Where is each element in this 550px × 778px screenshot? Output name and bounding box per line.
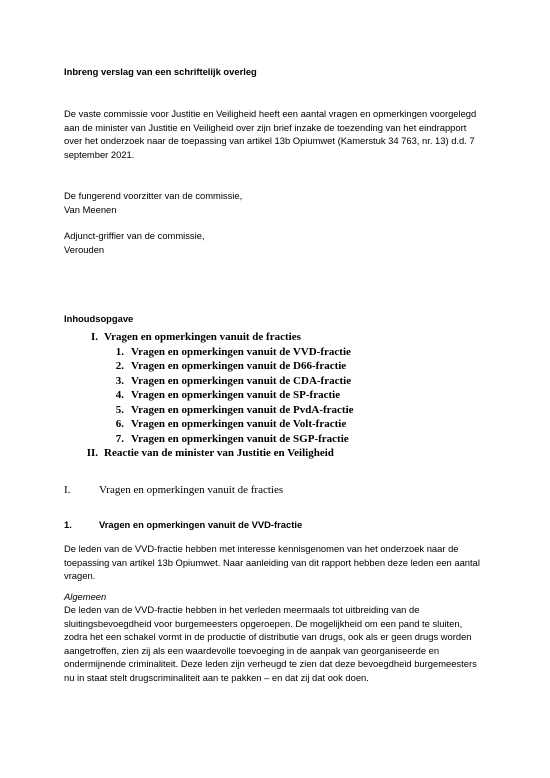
toc-section-num: II. (86, 447, 98, 459)
toc-section-label: Vragen en opmerkingen vanuit de fracties (104, 331, 301, 343)
toc-item-label: Vragen en opmerkingen vanuit de SP-fractie (131, 389, 341, 401)
algemeen-label: Algemeen (64, 591, 107, 602)
toc-item-num: 4. (115, 389, 124, 401)
intro-paragraph (64, 107, 476, 161)
toc-item-label: Vragen en opmerkingen vanuit de SGP-fractie (131, 432, 349, 445)
intro-line: aan de minister van Justitie en Veiligheid over zijn brief inzake de toezending van het eindrapport (64, 121, 467, 133)
paragraph-vvd-intro (64, 542, 480, 583)
paragraph-line: vragen. (64, 570, 96, 582)
chair-role: De fungerend voorzitter van de commissie, (64, 190, 243, 201)
document-heading: Inbreng verslag van een schriftelijk overleg (64, 66, 257, 77)
toc-item-num: 5. (115, 403, 124, 416)
toc-section-1 (82, 331, 301, 344)
toc-item-num: 3. (115, 374, 124, 387)
toc-item (110, 389, 340, 402)
subsection-num: 1. (64, 519, 72, 530)
section-1-heading (64, 484, 284, 497)
paragraph-line: aangetroffen, zien zij als een waardevolle toevoeging in de aanpak van georganiseerde en (64, 644, 440, 656)
toc-item (110, 346, 351, 359)
subsection-1-heading (64, 518, 303, 532)
section-num: I. (64, 484, 71, 496)
section-title: Vragen en opmerkingen vanuit de fracties (99, 484, 284, 496)
intro-line: over het onderzoek naar de toepassing van artikel 13b Opiumwet (Kamerstuk 34 763, nr. 13) d.d. 7 (64, 135, 475, 147)
toc-section-num: I. (90, 331, 98, 343)
chair-name: Van Meenen (64, 203, 117, 215)
toc-item (110, 375, 351, 388)
toc-item-num: 6. (115, 418, 124, 430)
intro-line: De vaste commissie voor Justitie en Veiligheid heeft een aantal vragen en opmerkingen voorgelegd (64, 108, 477, 119)
paragraph-line: nu in staat stelt drugscriminaliteit aan te pakken – en dat zij dat ook doen. (64, 671, 369, 683)
clerk-name: Verouden (64, 243, 105, 255)
toc-item-num: 2. (115, 360, 124, 372)
toc-section-label: Reactie van de minister van Justitie en Veiligheid (104, 447, 334, 459)
paragraph-line: ondermijnende criminaliteit. Deze leden zijn verheugd te zien dat deze bevoegdheid burgemeesters (64, 658, 477, 670)
paragraph-line: toepassing van artikel 13b Opiumwet. Naar aanleiding van dit rapport hebben deze leden een aantal (64, 556, 480, 568)
paragraph-line: zodra het een schakel vormt in de productie of distributie van drugs, ook als er geen drugs worden (64, 631, 472, 643)
toc-item-num: 7. (115, 432, 124, 445)
toc-item (110, 433, 349, 446)
toc-item (110, 404, 354, 417)
toc-section-2 (82, 447, 334, 460)
toc-item-label: Vragen en opmerkingen vanuit de CDA-fractie (131, 374, 352, 387)
clerk-role: Adjunct-griffier van de commissie, (64, 230, 205, 241)
toc-title: Inhoudsopgave (64, 313, 134, 324)
toc-item-label: Vragen en opmerkingen vanuit de PvdA-fractie (131, 403, 354, 416)
toc-item-label: Vragen en opmerkingen vanuit de VVD-fractie (131, 345, 351, 358)
toc-item (110, 360, 346, 373)
paragraph-algemeen (64, 603, 477, 685)
paragraph-line: sluitingsbevoegdheid voor burgemeesters opgeroepen. De mogelijkheid om een pand te sluiten, (64, 617, 463, 629)
paragraph-line: De leden van de VVD-fractie hebben in het verleden meermaals tot uitbreiding van de (64, 604, 420, 615)
clerk-signature (64, 229, 205, 256)
subsection-title: Vragen en opmerkingen vanuit de VVD-fractie (99, 519, 303, 530)
toc-item (110, 418, 346, 431)
paragraph-line: De leden van de VVD-fractie hebben met interesse kennisgenomen van het onderzoek naar de (64, 543, 459, 554)
intro-line: september 2021. (64, 148, 135, 160)
toc-item-label: Vragen en opmerkingen vanuit de Volt-fractie (131, 418, 347, 430)
toc-item-label: Vragen en opmerkingen vanuit de D66-fractie (131, 360, 347, 372)
chair-signature (64, 189, 242, 216)
toc-item-num: 1. (115, 345, 124, 358)
